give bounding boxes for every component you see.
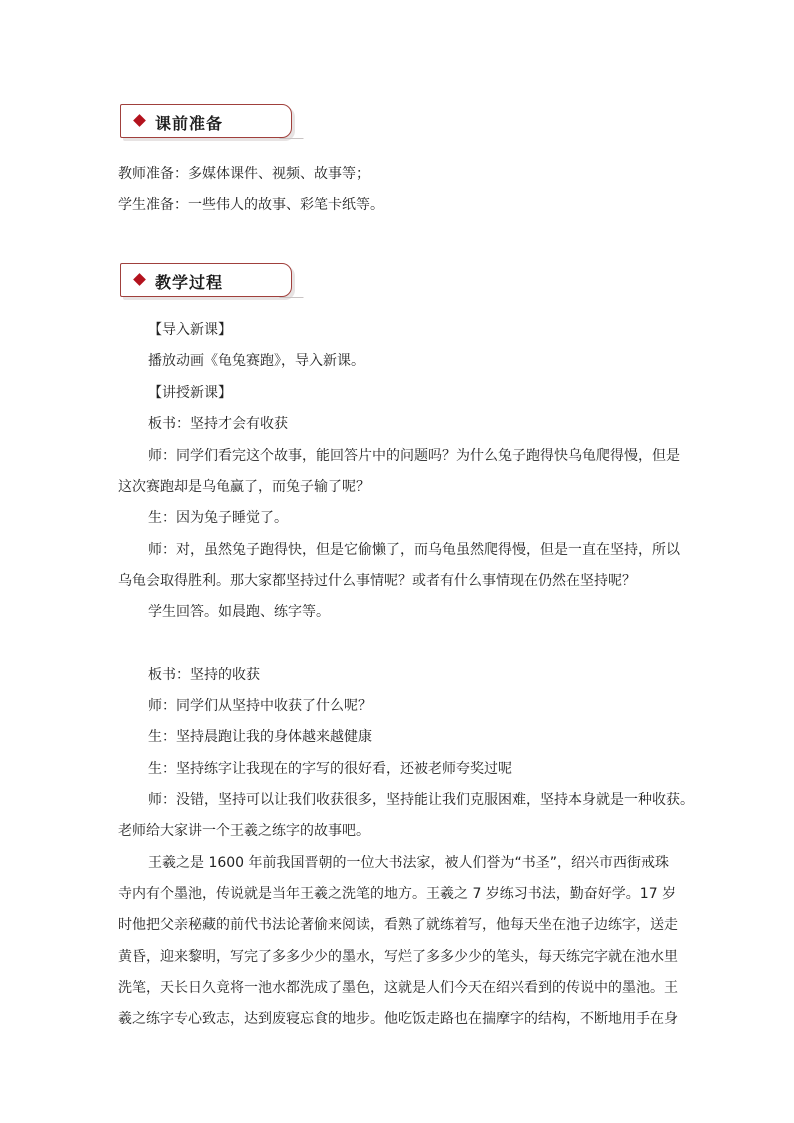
subheading-teach: 【讲授新课】 [148,385,232,401]
text-line: 师：同学们看完这个故事，能回答片中的问题吗？为什么兔子跑得快乌龟爬得慢，但是 [148,448,680,464]
text-line: 寺内有个墨池，传说就是当年王羲之洗笔的地方。王羲之 7 岁练习书法，勤奋好学。17 岁 [118,886,677,902]
header-shadow-tail [279,132,309,139]
section-title: 教学过程 [155,273,224,292]
text-line: 生：因为兔子睡觉了。 [148,510,288,526]
text-line: 羲之练字专心致志，达到废寝忘食的地步。他吃饭走路也在揣摩字的结构，不断地用手在身 [118,1011,678,1027]
diamond-bullet-icon [133,273,146,286]
diamond-bullet-icon [133,114,146,127]
text-line: 师：没错，坚持可以让我们收获很多，坚持能让我们克服困难，坚持本身就是一种收获。 [148,792,694,808]
text-line: 时他把父亲秘藏的前代书法论著偷来阅读，看熟了就练着写，他每天坐在池子边练字，送走 [118,917,678,933]
student-prep-line: 学生准备：一些伟人的故事、彩笔卡纸等。 [118,197,384,213]
text-line: 师：对，虽然兔子跑得快，但是它偷懒了，而乌龟虽然爬得慢，但是一直在坚持，所以 [148,542,680,558]
text-line: 板书：坚持的收获 [148,667,260,683]
teacher-prep-line: 教师准备：多媒体课件、视频、故事等； [118,166,370,182]
subheading-intro: 【导入新课】 [148,322,232,338]
section-header-prep [120,104,292,138]
text-line: 王羲之是 1600 年前我国晋朝的一位大书法家，被人们誉为“书圣”，绍兴市西街戒珠 [148,855,670,871]
text-line: 播放动画《龟兔赛跑》，导入新课。 [148,353,365,369]
section-title: 课前准备 [155,114,224,133]
text-line: 生：坚持练字让我现在的字写的很好看，还被老师夸奖过呢 [148,761,512,777]
text-line: 洗笔，天长日久竟将一池水都洗成了墨色，这就是人们今天在绍兴看到的传说中的墨池。王 [118,980,678,996]
text-line: 乌龟会取得胜利。那大家都坚持过什么事情呢？或者有什么事情现在仍然在坚持呢？ [118,573,636,589]
text-line: 学生回答。如晨跑、练字等。 [148,604,330,620]
text-line: 黄昏，迎来黎明，写完了多多少少的墨水，写烂了多多少少的笔头，每天练完字就在池水里 [118,949,678,965]
text-line: 师：同学们从坚持中收获了什么呢？ [148,698,372,714]
text-line: 老师给大家讲一个王羲之练字的故事吧。 [118,823,370,839]
section-header-process [120,263,292,297]
header-shadow-tail [279,291,309,298]
text-line: 生：坚持晨跑让我的身体越来越健康 [148,729,372,745]
text-line: 这次赛跑却是乌龟赢了，而兔子输了呢？ [118,479,370,495]
text-line: 板书：坚持才会有收获 [148,416,288,432]
